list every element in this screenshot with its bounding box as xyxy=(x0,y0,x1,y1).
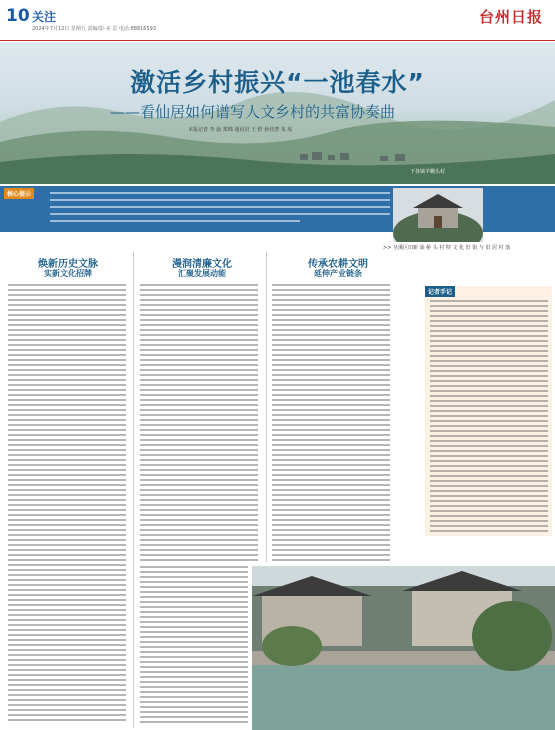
article-subtitle: ——看仙居如何谱写人文乡村的共富协奏曲 xyxy=(110,103,396,121)
column-2-body xyxy=(140,284,258,562)
reporter-notes-tag: 记者手记 xyxy=(425,286,455,297)
column-2-heading: 漫润清廉文化 xyxy=(172,259,232,270)
column-3-heading: 传承农耕文明 xyxy=(308,259,368,270)
column-2-subheading: 汇聚发展动能 xyxy=(178,269,226,278)
village-photo xyxy=(252,566,555,730)
article-byline: 本报记者 李 晨 郑锦 通讯员 王 舒 孙佳慧 朱 瑶 xyxy=(188,127,293,133)
hero-caption: 下各镇羊棚头村 xyxy=(410,169,446,175)
column-divider xyxy=(133,252,134,728)
column-3-subheading: 延伸产业链条 xyxy=(314,269,362,278)
reporter-notes-body xyxy=(430,300,548,532)
page-meta: 2024年7月12日 星期五 责编/彭·美 景 电话:88816593 xyxy=(32,26,157,32)
column-1-body xyxy=(8,284,126,724)
column-3-body xyxy=(272,284,390,562)
intro-photo xyxy=(393,188,483,242)
page-number: 10 xyxy=(6,6,30,26)
section-label: 关注 xyxy=(32,10,57,24)
newspaper-masthead: 台州日报 xyxy=(478,8,543,26)
column-1-subheading: 实新文化招牌 xyxy=(44,269,92,278)
intro-tag: 核心提示 xyxy=(4,188,34,199)
page-header xyxy=(0,0,555,41)
column-divider xyxy=(266,252,267,562)
intro-photo-caption: >> 皂溪区田新 油 桥 头 村 特 文 化 旧 街 与 旧 居 村 落 xyxy=(383,245,511,251)
column-2-continued-body xyxy=(140,566,248,726)
article-title: 激活乡村振兴“一池春水” xyxy=(130,68,425,97)
column-1-heading: 焕新历史文脉 xyxy=(38,259,98,270)
